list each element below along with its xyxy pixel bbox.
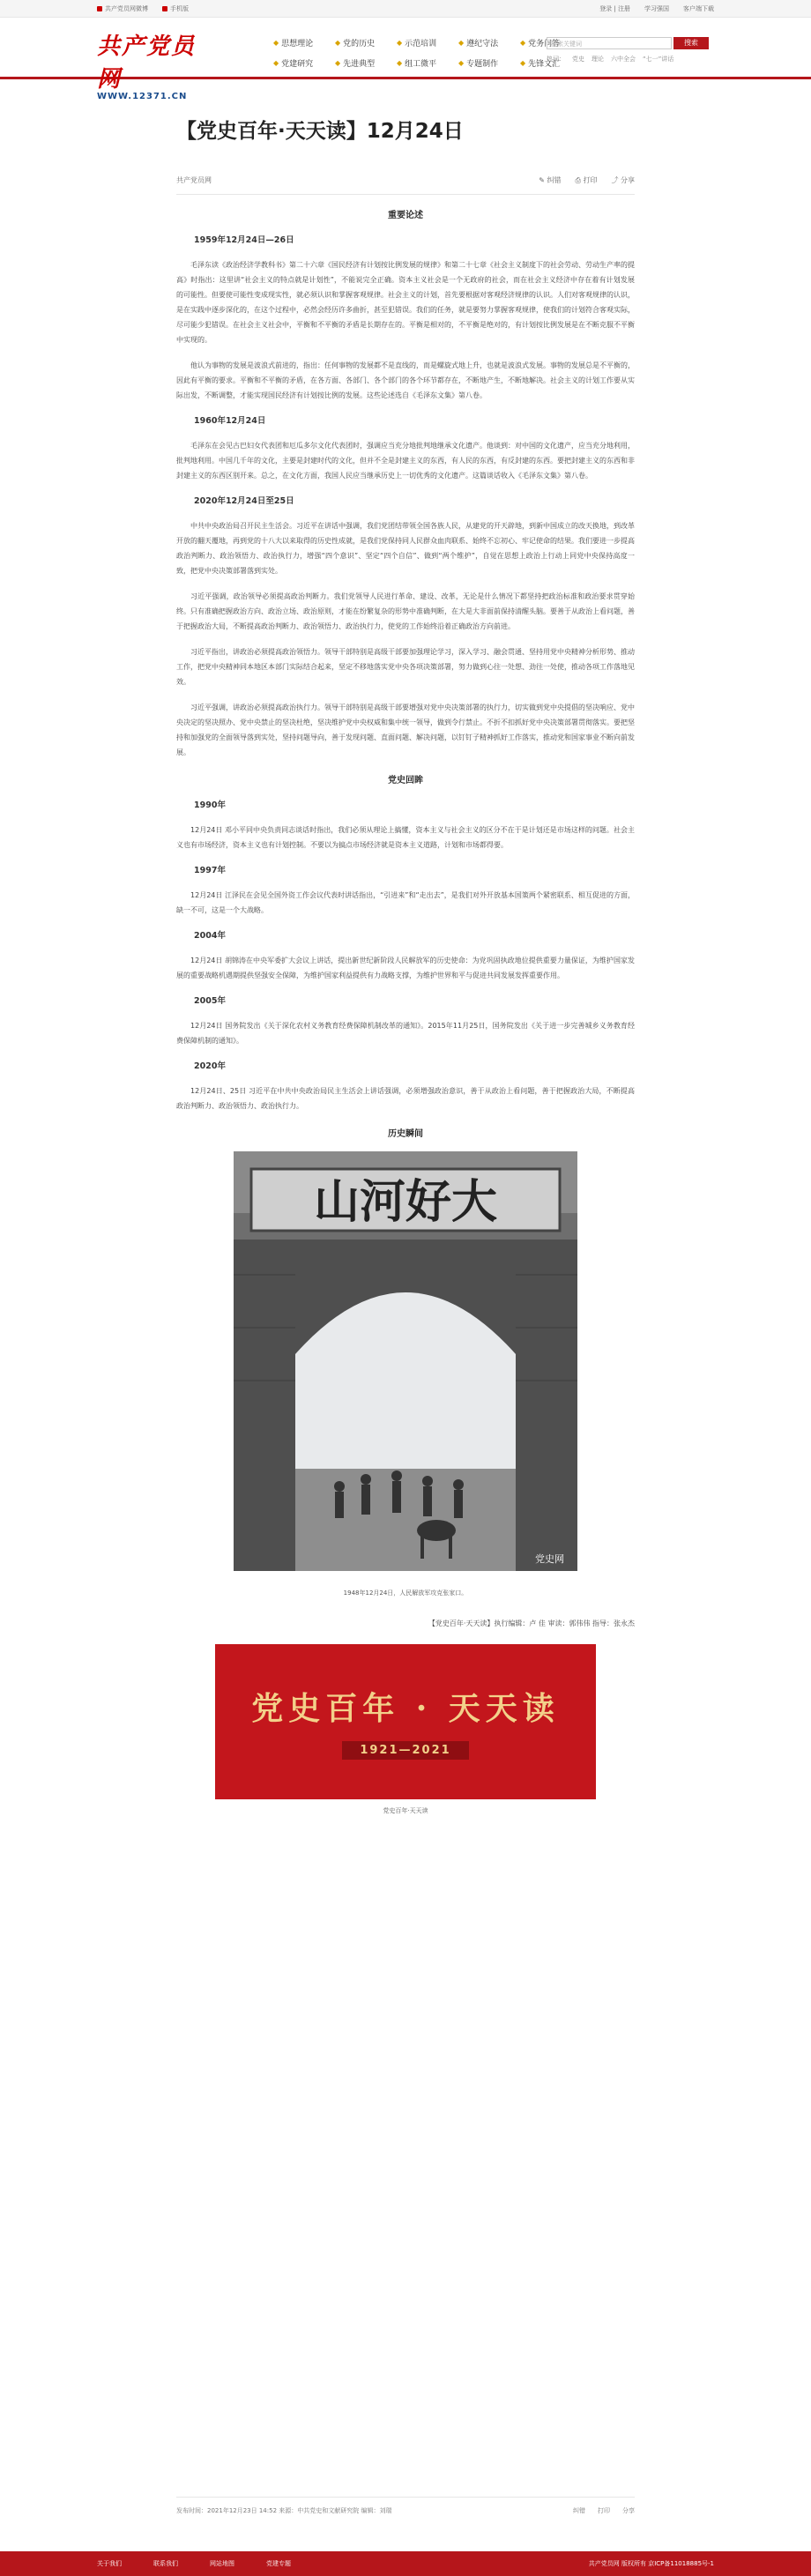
nav-item[interactable] [458, 57, 520, 69]
date-heading: 2020年12月24日至25日 [194, 496, 294, 506]
footer-print-button[interactable]: 打印 [598, 2507, 610, 2514]
banner-caption: 党史百年·天天读 [383, 1807, 428, 1814]
footer-share-button[interactable]: 分享 [622, 2507, 635, 2514]
search-input[interactable]: 搜索关键词 [547, 37, 672, 49]
hot-word[interactable]: 理论 [592, 56, 604, 63]
xuexi-link[interactable]: 学习强国 [644, 4, 669, 12]
weibo-label: 共产党员网微博 [105, 4, 148, 12]
paragraph: 习近平强调，讲政治必须提高政治执行力。领导干部特别是高级干部要增强对党中央决策部署的执行力，切实做到党中央提倡的坚决响应、党中央决定的坚决照办、党中央禁止的坚决杜绝，坚决维护党中央权威和集中统一领导，做到令行禁止。不折不扣抓好党中央决策部署贯彻落实。要把坚持和加强党的全面领导落到实处，坚持问题导向，善于发现问题、直面问题、解决问题，以钉钉子精神抓好工作落实，推动党和国家事业不断向前发展。 [176, 704, 635, 756]
top-bar [0, 0, 811, 18]
banner-years: 1921—2021 [342, 1741, 468, 1760]
photo-watermark: 党史网 [535, 1553, 564, 1565]
nav-bullet-icon: ◆ [520, 59, 526, 67]
nav-bullet-icon: ◆ [273, 39, 279, 47]
paragraph: 毛泽东读《政治经济学教科书》第二十六章《国民经济有计划按比例发展的规律》和第二十七章《社会主义制度下的社会劳动、劳动生产率的提高》时指出：这里讲“社会主义的特点就是计划性”，不能说完全正确。资本主义社会是一个无政府的社会，而在社会主义经济中存在着有计划发展的可能性。但要使可能性变成现实性，就必须认识和掌握客观规律。社会主义的计划，首先要根据对客观经济规律的认识。人们对客观规律的认识，是在实践中逐步深化的，在这个过程中，必然会经历许多曲折，甚至犯错误。我们的任务，就是要努力掌握客观规律，使我们的计划符合客观实际，尽可能少犯错误。在社会主义社会中，平衡和不平衡的矛盾是长期存在的。平衡是相对的，不平衡是绝对的，有计划按比例发展是在不断克服不平衡中实现的。 [176, 261, 635, 344]
date-heading: 2004年 [194, 931, 226, 941]
copyright: 共产党员网 版权所有 京ICP备11018885号-1 [588, 2560, 714, 2567]
correction-label: 纠错 [547, 176, 562, 184]
nav-item[interactable] [273, 37, 335, 48]
nav-bullet-icon: ◆ [520, 39, 526, 47]
history-photo [234, 1151, 577, 1571]
nav-item[interactable] [397, 57, 458, 69]
date-heading: 2005年 [194, 996, 226, 1006]
footer-link-sitemap[interactable]: 网站地图 [210, 2560, 234, 2567]
nav-label: 专题制作 [466, 60, 499, 69]
nav-label: 组工微平 [405, 60, 437, 69]
date-heading: 2020年 [194, 1061, 226, 1071]
mobile-link[interactable] [162, 4, 189, 13]
weibo-link[interactable] [97, 4, 148, 13]
nav-label: 示范培训 [405, 40, 437, 48]
paragraph: 12月24日 邓小平同中央负责同志谈话时指出，我们必须从理论上搞懂，资本主义与社会主义的区分不在于是计划还是市场这样的问题。社会主义也有市场经济，资本主义也有计划控制。不要以为搞点市场经济就是资本主义道路，计划和市场都得要。 [176, 826, 635, 849]
hot-words [547, 55, 673, 63]
site-logo[interactable] [97, 28, 212, 101]
nav-item[interactable] [397, 37, 458, 48]
nav-bullet-icon: ◆ [458, 39, 465, 47]
footer-link-contact[interactable]: 联系我们 [153, 2560, 178, 2567]
article-meta [176, 175, 635, 195]
paragraph: 他认为事物的发展是波浪式前进的，指出：任何事物的发展都不是直线的，而是螺旋式地上升，也就是波浪式发展。事物的发展总是不平衡的，因此有平衡的要求。平衡和不平衡的矛盾，在各方面、各部门、各个部门的各个环节都存在，不断地产生，不断地解决。社会主义的计划工作要从实际出发，不断调整，才能实现国民经济有计划按比例的发展。这些论述选自《毛泽东文集》第八卷。 [176, 361, 635, 399]
share-button[interactable]: ⤴ 分享 [611, 176, 635, 184]
nav-label: 先进典型 [343, 60, 376, 69]
nav-bullet-icon: ◆ [335, 59, 341, 67]
nav-item[interactable] [335, 57, 397, 69]
nav-label: 党务问答 [528, 40, 561, 48]
photo-caption: 1948年12月24日，人民解放军攻克张家口。 [343, 1590, 468, 1597]
main-nav [273, 37, 582, 69]
date-heading: 1960年12月24日 [194, 416, 266, 426]
search-button[interactable]: 搜索 [673, 37, 709, 49]
nav-item[interactable] [458, 37, 520, 48]
paragraph: 12月24日、25日 习近平在中共中央政治局民主生活会上讲话强调，必须增强政治意识，善于从政治上看问题，善于把握政治大局，不断提高政治判断力、政治领悟力、政治执行力。 [176, 1087, 635, 1110]
correction-button[interactable]: ✎ 纠错 [539, 176, 562, 184]
article-footer-meta [176, 2497, 635, 2515]
paragraph: 12月24日 国务院发出《关于深化农村义务教育经费保障机制改革的通知》。2015年11月25日，国务院发出《关于进一步完善城乡义务教育经费保障机制的通知》。 [176, 1022, 635, 1045]
nav-item[interactable] [335, 37, 397, 48]
nav-item[interactable] [273, 57, 335, 69]
share-label: 分享 [621, 176, 635, 184]
section-heading: 历史瞬间 [388, 1129, 423, 1139]
site-header [0, 18, 811, 101]
page-title: 【党史百年·天天读】12月24日 [176, 120, 464, 143]
nav-label: 先锋文汇 [528, 60, 561, 69]
logo-text: 共产党员网 [97, 34, 197, 93]
hot-word[interactable]: 六中全会 [611, 56, 636, 63]
nav-bullet-icon: ◆ [273, 59, 279, 67]
editor-credit: 【党史百年·天天读】执行编辑：卢 佳 审读：郭伟伟 指导：张永杰 [428, 1619, 635, 1627]
print-button[interactable]: ⎙ 打印 [575, 176, 598, 184]
nav-label: 党的历史 [343, 40, 376, 48]
footer-link-topics[interactable]: 党建专题 [266, 2560, 291, 2567]
mobile-label: 手机版 [170, 4, 189, 12]
login-link[interactable]: 登录 | 注册 [599, 4, 630, 12]
nav-label: 党建研究 [281, 60, 314, 69]
date-heading: 1959年12月24日—26日 [194, 235, 294, 245]
gate-inscription: 山河好大 [313, 1175, 498, 1229]
nav-bullet-icon: ◆ [335, 39, 341, 47]
footer-correction-button[interactable]: 纠错 [573, 2507, 585, 2514]
paragraph: 习近平强调，政治领导必须提高政治判断力。我们党领导人民进行革命、建设、改革，无论是什么情况下都坚持把政治标准和政治要求贯穿始终。只有准确把握政治方向、政治立场、政治原则，才能在纷繁复杂的形势中准确判断，在大是大非面前保持清醒头脑。要善于从政治上看问题，善于把握政治大局，不断提高政治判断力、政治领悟力、政治执行力，使党的工作始终沿着正确政治方向前进。 [176, 592, 635, 630]
article [176, 115, 635, 1815]
paragraph: 中共中央政治局召开民主生活会。习近平在讲话中强调，我们党团结带领全国各族人民，从建党的开天辟地，到新中国成立的改天换地，到改革开放的翻天覆地，再到党的十八大以来取得的历史性成就，是我们党保持同人民群众血肉联系、始终不忘初心、牢记使命的结果。我们要进一步提高政治判断力、政治领悟力、政治执行力，增强“四个意识”、坚定“四个自信”、做到“两个维护”，自觉在思想上政治上行动上同党中央保持高度一致，把党中央决策部署落到实处。 [176, 522, 635, 575]
hot-word[interactable]: 党史 [572, 56, 584, 63]
hot-word[interactable]: “七一”讲话 [643, 56, 674, 63]
paragraph: 12月24日 江泽民在会见全国外资工作会议代表时讲话指出，“引进来”和“走出去”，是我们对外开放基本国策两个紧密联系、相互促进的方面，缺一不可，这是一个大战略。 [176, 891, 635, 914]
article-body [176, 207, 635, 1139]
photo-illustration [234, 1151, 577, 1571]
footer-link-about[interactable]: 关于我们 [97, 2560, 122, 2567]
date-heading: 1990年 [194, 800, 226, 810]
hot-label: 热词： [547, 56, 565, 63]
paragraph: 12月24日 胡锦涛在中央军委扩大会议上讲话，提出新世纪新阶段人民解放军的历史使命：为党巩固执政地位提供重要力量保证，为维护国家发展的重要战略机遇期提供坚强安全保障，为维护国家利益提供有力战略支撑，为维护世界和平与促进共同发展发挥重要作用。 [176, 957, 635, 979]
banner-title: 党史百年 · 天天读 [251, 1690, 560, 1727]
series-banner [215, 1644, 596, 1799]
weibo-icon [97, 6, 102, 11]
app-download-link[interactable]: 客户端下载 [683, 4, 714, 12]
paragraph: 习近平指出，讲政治必须提高政治领悟力。领导干部特别是高级干部要加强理论学习，深入学习、融会贯通、坚持用党中央精神分析形势、推动工作，把党中央精神同本地区本部门实际结合起来，坚定不移地落实党中央各项决策部署，努力做到心往一处想、劲往一处使，推动各项工作落地见效。 [176, 648, 635, 686]
nav-bullet-icon: ◆ [397, 39, 403, 47]
section-heading: 重要论述 [388, 211, 423, 220]
logo-url: WWW.12371.CN [97, 92, 188, 101]
nav-label: 遵纪守法 [466, 40, 499, 48]
publish-info: 发布时间：2021年12月23日 14:52 来源：中共党史和文献研究院 编辑：刘瑞 [176, 2507, 392, 2514]
section-heading: 党史回眸 [388, 776, 423, 785]
nav-bullet-icon: ◆ [458, 59, 465, 67]
site-footer [0, 2551, 811, 2576]
article-source: 共产党员网 [176, 176, 212, 184]
print-label: 打印 [583, 176, 598, 184]
date-heading: 1997年 [194, 866, 226, 875]
nav-bullet-icon: ◆ [397, 59, 403, 67]
nav-label: 思想理论 [281, 40, 314, 48]
paragraph: 毛泽东在会见古巴妇女代表团和厄瓜多尔文化代表团时，强调应当充分地批判地继承文化遗产。他谈到：对中国的文化遗产，应当充分地利用，批判地利用。中国几千年的文化，主要是封建时代的文化，但并不全是封建主义的东西，有人民的东西，有反封建的东西。要把封建主义的东西和非封建主义的东西区别开来。总之，在文化方面，我国人民应当继承历史上一切优秀的文化遗产。这篇谈话收入《毛泽东文集》第八卷。 [176, 442, 635, 480]
mobile-icon [162, 6, 167, 11]
